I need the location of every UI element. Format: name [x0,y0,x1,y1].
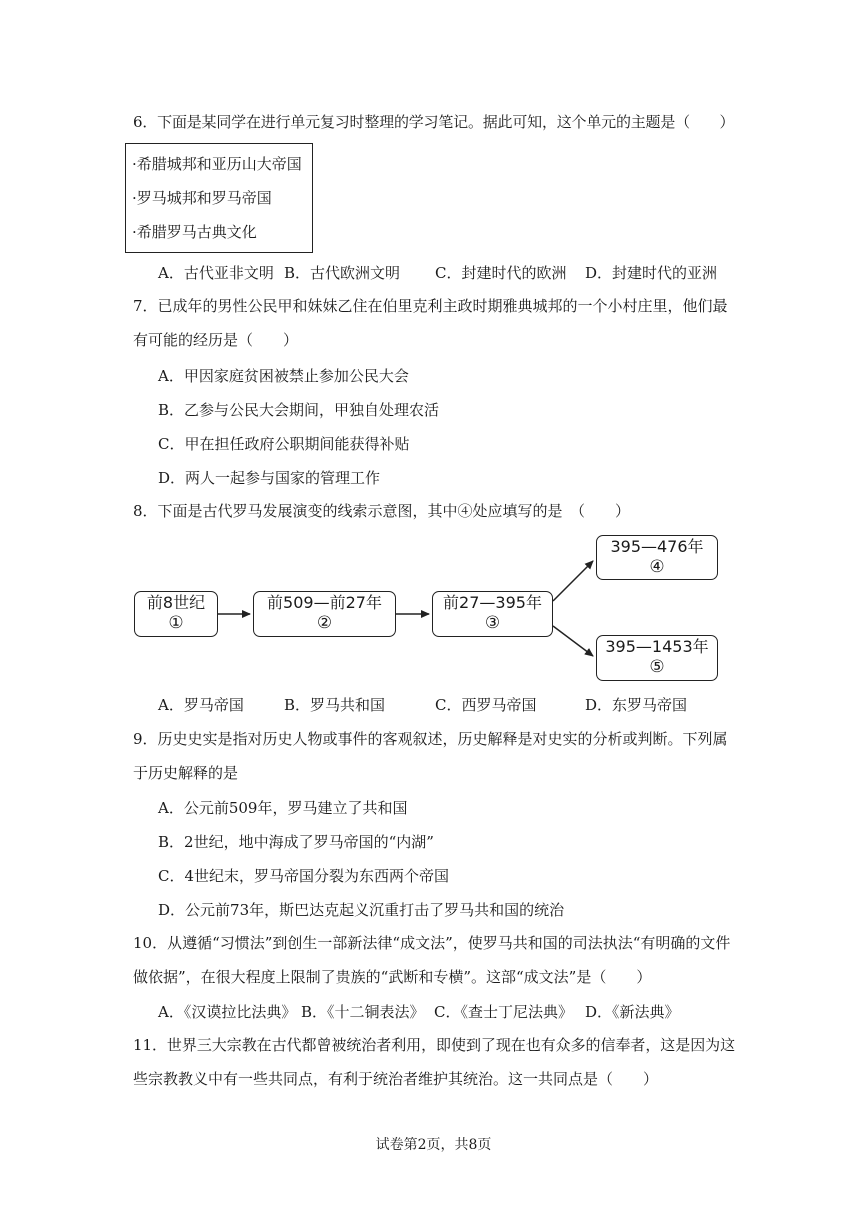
arrow-3-5 [553,626,593,656]
box-period: 395—1453年 [605,637,709,656]
note-item: ·罗马城邦和罗马帝国 [132,189,272,207]
q9-stem-cont: 于历史解释的是 [133,764,239,782]
q8-option-a[interactable]: A．罗马帝国 [158,696,244,714]
box-period: 前27—395年 [443,593,542,612]
timeline-box-3 [432,591,553,637]
box-period: 395—476年 [610,537,704,556]
timeline-box-5 [596,635,718,681]
box-period: 前509—前27年 [267,593,382,612]
q9-option-c[interactable]: C．4世纪末，罗马帝国分裂为东西两个帝国 [158,867,450,885]
q9-option-a[interactable]: A．公元前509年，罗马建立了共和国 [158,799,408,817]
timeline-box-2 [253,591,396,637]
q6-option-b[interactable]: B．古代欧洲文明 [284,264,401,282]
q7-option-c[interactable]: C．甲在担任政府公职期间能获得补贴 [158,435,410,453]
q6-option-a[interactable]: A．古代亚非文明 [158,264,274,282]
q6-option-c[interactable]: C．封建时代的欧洲 [435,264,567,282]
q7-stem-cont: 有可能的经历是（ ） [133,331,299,349]
q10-stem: 10．从遵循“习惯法”到创生一部新法律“成文法”，使罗马共和国的司法执法“有明确的文件 [133,934,731,952]
q6-option-d[interactable]: D．封建时代的亚洲 [585,264,718,282]
box-mark: ⑤ [649,657,665,677]
q9-stem: 9．历史史实是指对历史人物或事件的客观叙述，历史解释是对史实的分析或判断。下列属 [133,730,728,748]
q8-stem: 8．下面是古代罗马发展演变的线索示意图，其中④处应填写的是 （ ） [133,502,631,520]
box-mark: ③ [484,613,501,633]
q10-option-a[interactable]: A．《汉谟拉比法典》 [158,1003,297,1021]
q10-option-b[interactable]: B．《十二铜表法》 [301,1003,425,1021]
q7-stem: 7．已成年的男性公民甲和妹妹乙住在伯里克利主政时期雅典城邦的一个小村庄里，他们最 [133,297,728,315]
box-mark: ② [316,613,333,633]
q8-option-b[interactable]: B．罗马共和国 [284,696,386,714]
note-item: ·希腊罗马古典文化 [132,223,257,241]
q7-option-a[interactable]: A．甲因家庭贫困被禁止参加公民大会 [158,367,409,385]
arrow-3-4 [553,561,593,601]
q11-stem: 11．世界三大宗教在古代都曾被统治者利用，即使到了现在也有众多的信奉者，这是因为这 [133,1036,736,1054]
timeline-box-4 [596,535,718,580]
timeline-box-1 [134,591,218,637]
q10-stem-cont: 做依据”，在很大程度上限制了贵族的“武断和专横”。这部“成文法”是（ ） [133,968,652,986]
q6-stem: 6．下面是某同学在进行单元复习时整理的学习笔记。据此可知，这个单元的主题是（ ） [133,113,735,131]
box-mark: ① [168,613,184,633]
q9-option-b[interactable]: B．2世纪，地中海成了罗马帝国的“内湖” [158,833,434,851]
q7-option-b[interactable]: B．乙参与公民大会期间，甲独自处理农活 [158,401,440,419]
q10-option-d[interactable]: D．《新法典》 [585,1003,680,1021]
page-footer: 试卷第2页，共8页 [375,1137,492,1153]
box-mark: ④ [649,557,665,577]
box-period: 前8世纪 [146,593,206,612]
q7-option-d[interactable]: D．两人一起参与国家的管理工作 [158,469,381,487]
q11-stem-cont: 些宗教教义中有一些共同点，有利于统治者维护其统治。这一共同点是（ ） [133,1070,659,1088]
q9-option-d[interactable]: D．公元前73年，斯巴达克起义沉重打击了罗马共和国的统治 [158,901,565,919]
note-item: ·希腊城邦和亚历山大帝国 [132,155,302,173]
q8-option-c[interactable]: C．西罗马帝国 [435,696,537,714]
q10-option-c[interactable]: C．《查士丁尼法典》 [434,1003,573,1021]
q8-option-d[interactable]: D．东罗马帝国 [585,696,688,714]
